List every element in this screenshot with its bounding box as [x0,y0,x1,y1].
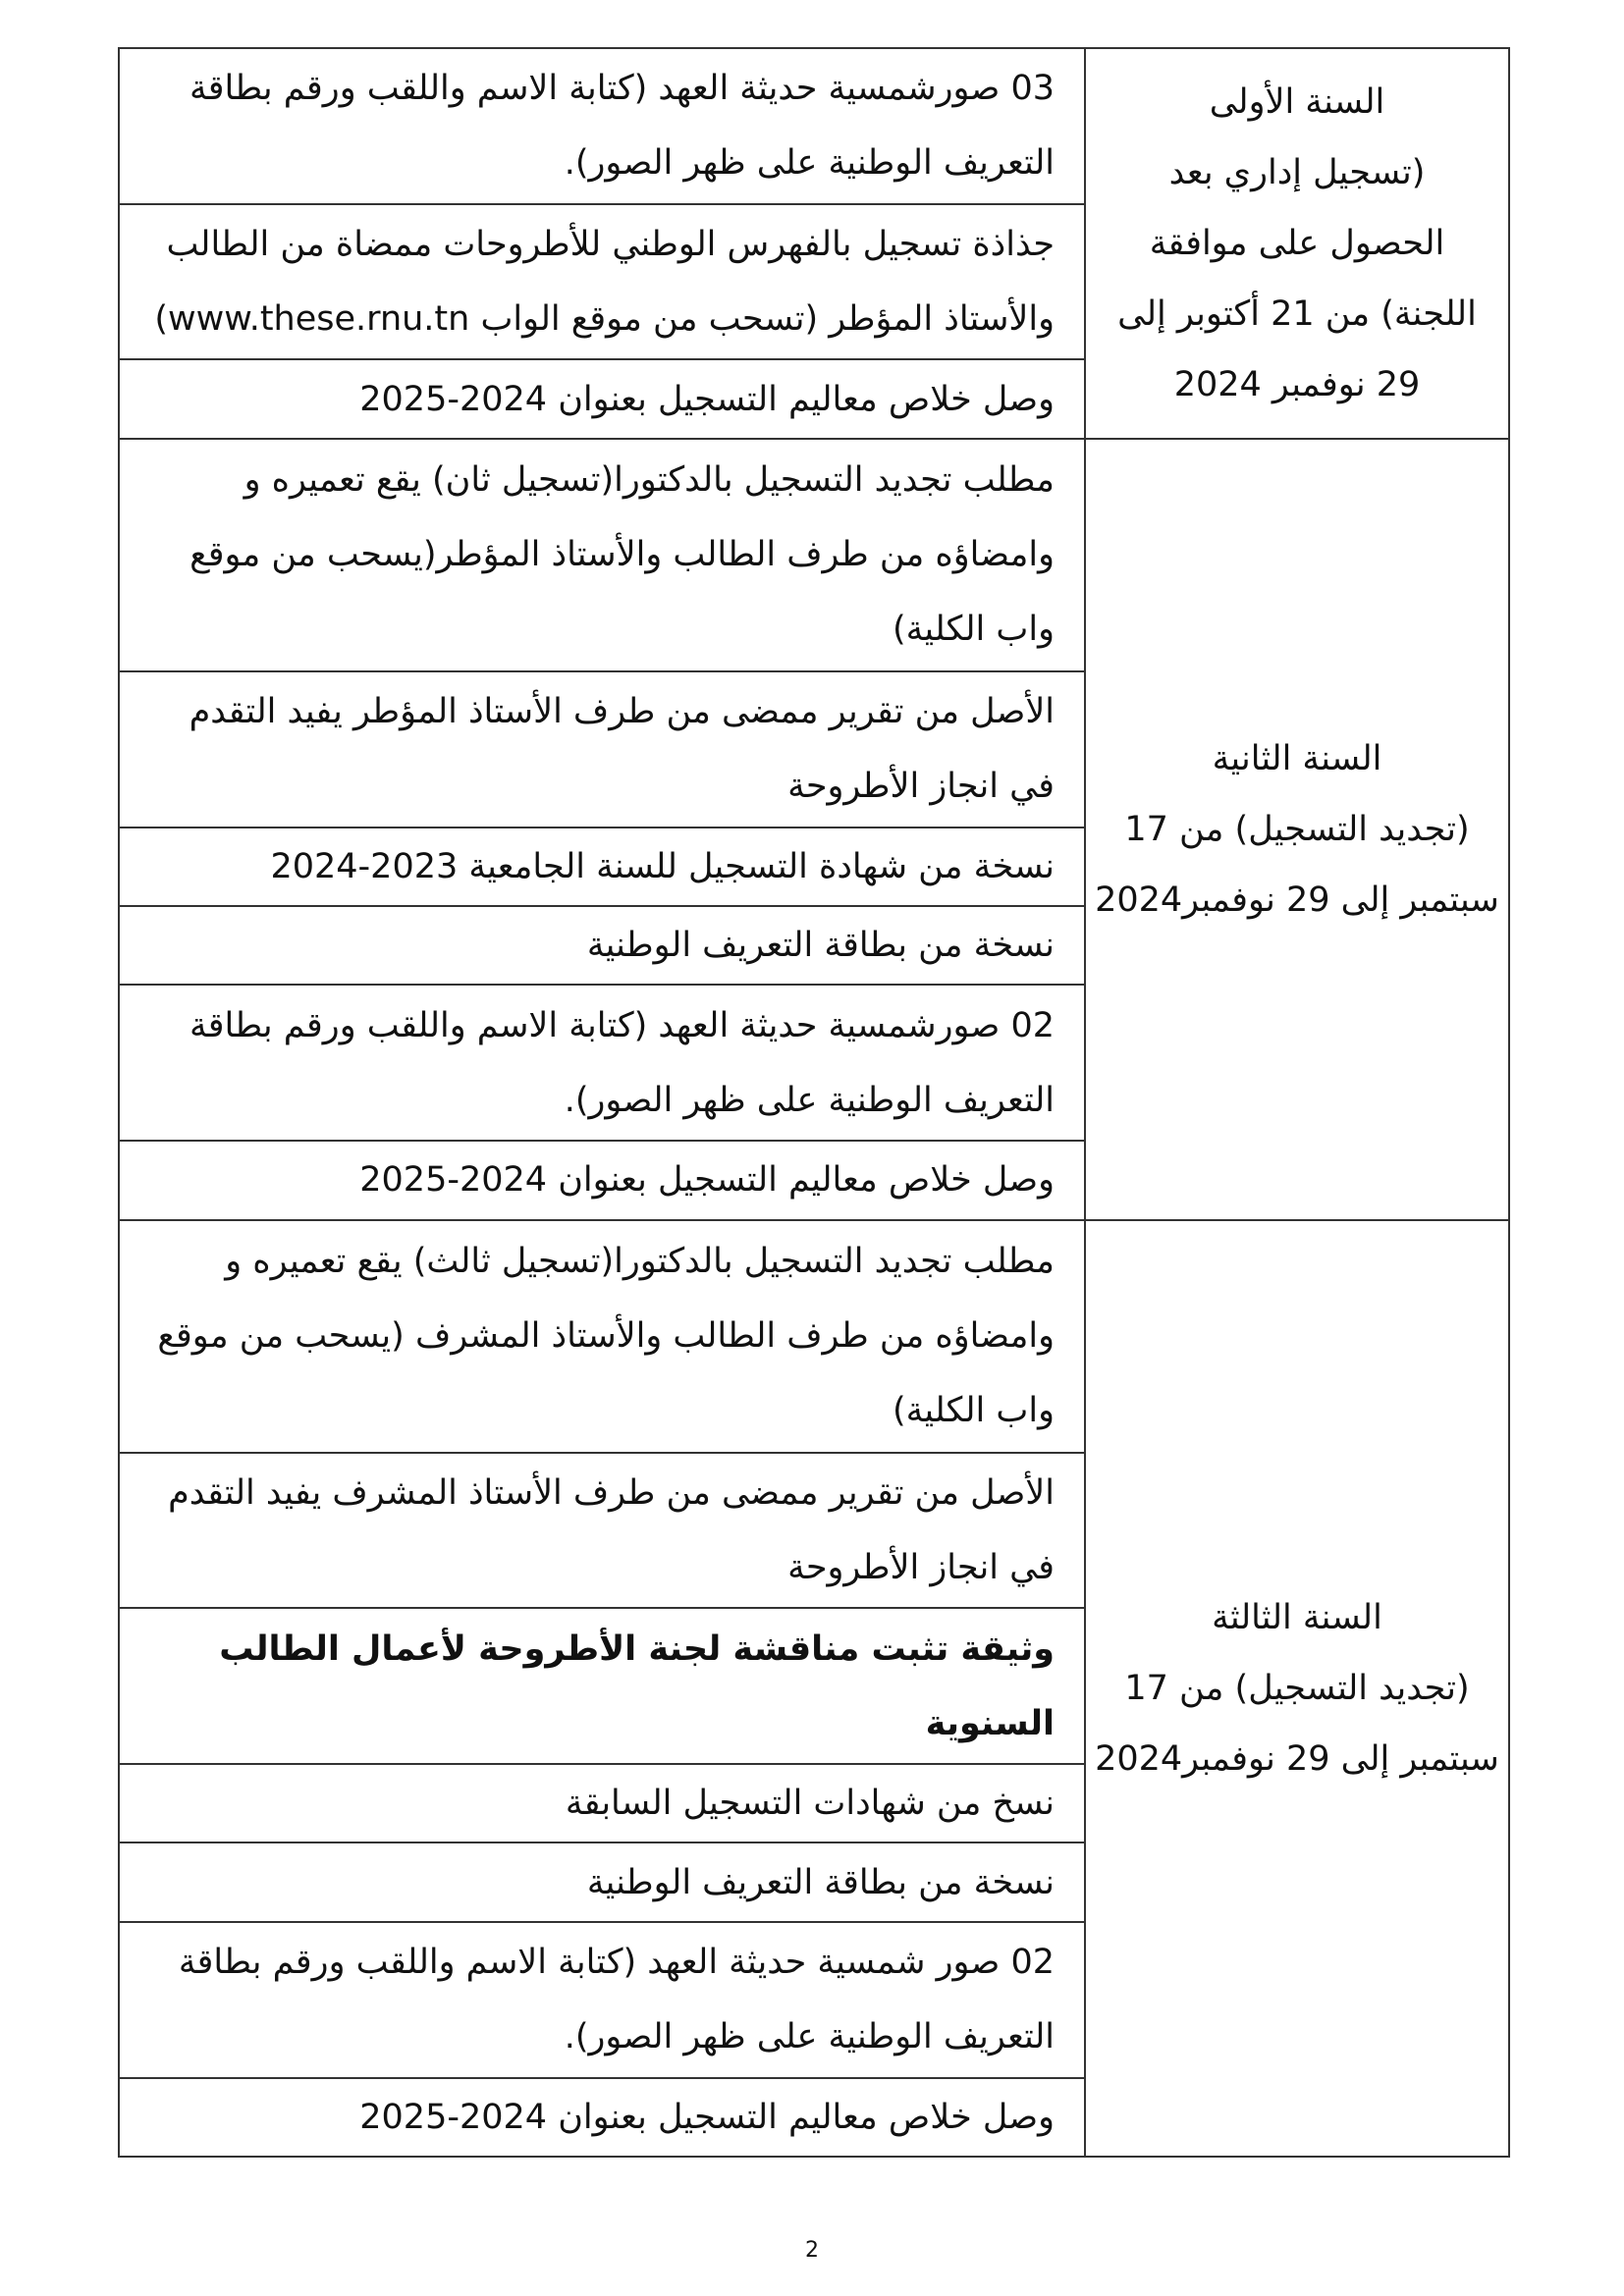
requirement-cell: وصل خلاص معاليم التسجيل بعنوان 2024-2025 [119,1141,1085,1219]
requirement-cell: 03 صورشمسية حديثة العهد (كتابة الاسم واللقب ورقم بطاقة التعريف الوطنية على ظهر الصور). [119,48,1085,204]
year-line: (تجديد التسجيل) من 17 [1124,1668,1470,1708]
requirements-table [118,47,1510,2158]
requirement-cell: مطلب تجديد التسجيل بالدكتورا(تسجيل ثالث) يقع تعميره و وامضاؤه من طرف الطالب والأستاذ المشرف (يسحب من موقع واب الكلية) [119,1220,1085,1453]
year-line: سبتمبر إلى 29 نوفمبر2024 [1095,880,1499,920]
year-line: 29 نوفمبر 2024 [1173,364,1421,404]
year-cell-second [1085,439,1509,1220]
requirement-cell: نسخة من بطاقة التعريف الوطنية [119,1842,1085,1921]
requirement-cell: مطلب تجديد التسجيل بالدكتورا(تسجيل ثان) يقع تعميره و وامضاؤه من طرف الطالب والأستاذ المؤطر(يسحب من موقع واب الكلية) [119,439,1085,671]
requirement-cell: الأصل من تقرير ممضى من طرف الأستاذ المشرف يفيد التقدم في انجاز الأطروحة [119,1453,1085,1609]
requirement-cell: نسخ من شهادات التسجيل السابقة [119,1764,1085,1842]
page-number: 2 [805,2238,819,2263]
year-cell-first [1085,48,1509,439]
requirement-cell: وثيقة تثبت مناقشة لجنة الأطروحة لأعمال الطالب السنوية [119,1608,1085,1764]
year-line: الحصول على موافقة [1149,223,1445,263]
year-line: اللجنة) من 21 أكتوبر إلى [1117,294,1477,334]
year-line: السنة الثانية [1212,738,1382,778]
requirement-cell: جذاذة تسجيل بالفهرس الوطني للأطروحات ممضاة من الطالب والأستاذ المؤطر (تسحب من موقع الواب www.these.rnu.tn) [119,204,1085,360]
year-line: (تجديد التسجيل) من 17 [1124,809,1470,849]
table-row [119,48,1509,204]
requirement-cell: 02 صورشمسية حديثة العهد (كتابة الاسم واللقب ورقم بطاقة التعريف الوطنية على ظهر الصور). [119,985,1085,1141]
requirement-cell: نسخة من شهادة التسجيل للسنة الجامعية 2023-2024 [119,828,1085,906]
table-row [119,439,1509,671]
table-row [119,1220,1509,1453]
requirement-cell: وصل خلاص معاليم التسجيل بعنوان 2024-2025 [119,359,1085,438]
year-line: السنة الثالثة [1212,1597,1382,1637]
year-line: السنة الأولى [1209,81,1385,122]
requirement-cell: الأصل من تقرير ممضى من طرف الأستاذ المؤطر يفيد التقدم في انجاز الأطروحة [119,671,1085,828]
year-cell-third [1085,1220,1509,2158]
year-line: (تسجيل إداري بعد [1168,152,1426,192]
requirement-cell: نسخة من بطاقة التعريف الوطنية [119,906,1085,985]
requirement-cell: وصل خلاص معاليم التسجيل بعنوان 2024-2025 [119,2078,1085,2158]
year-line: سبتمبر إلى 29 نوفمبر2024 [1095,1738,1499,1779]
requirement-cell: 02 صور شمسية حديثة العهد (كتابة الاسم واللقب ورقم بطاقة التعريف الوطنية على ظهر الصور). [119,1922,1085,2078]
